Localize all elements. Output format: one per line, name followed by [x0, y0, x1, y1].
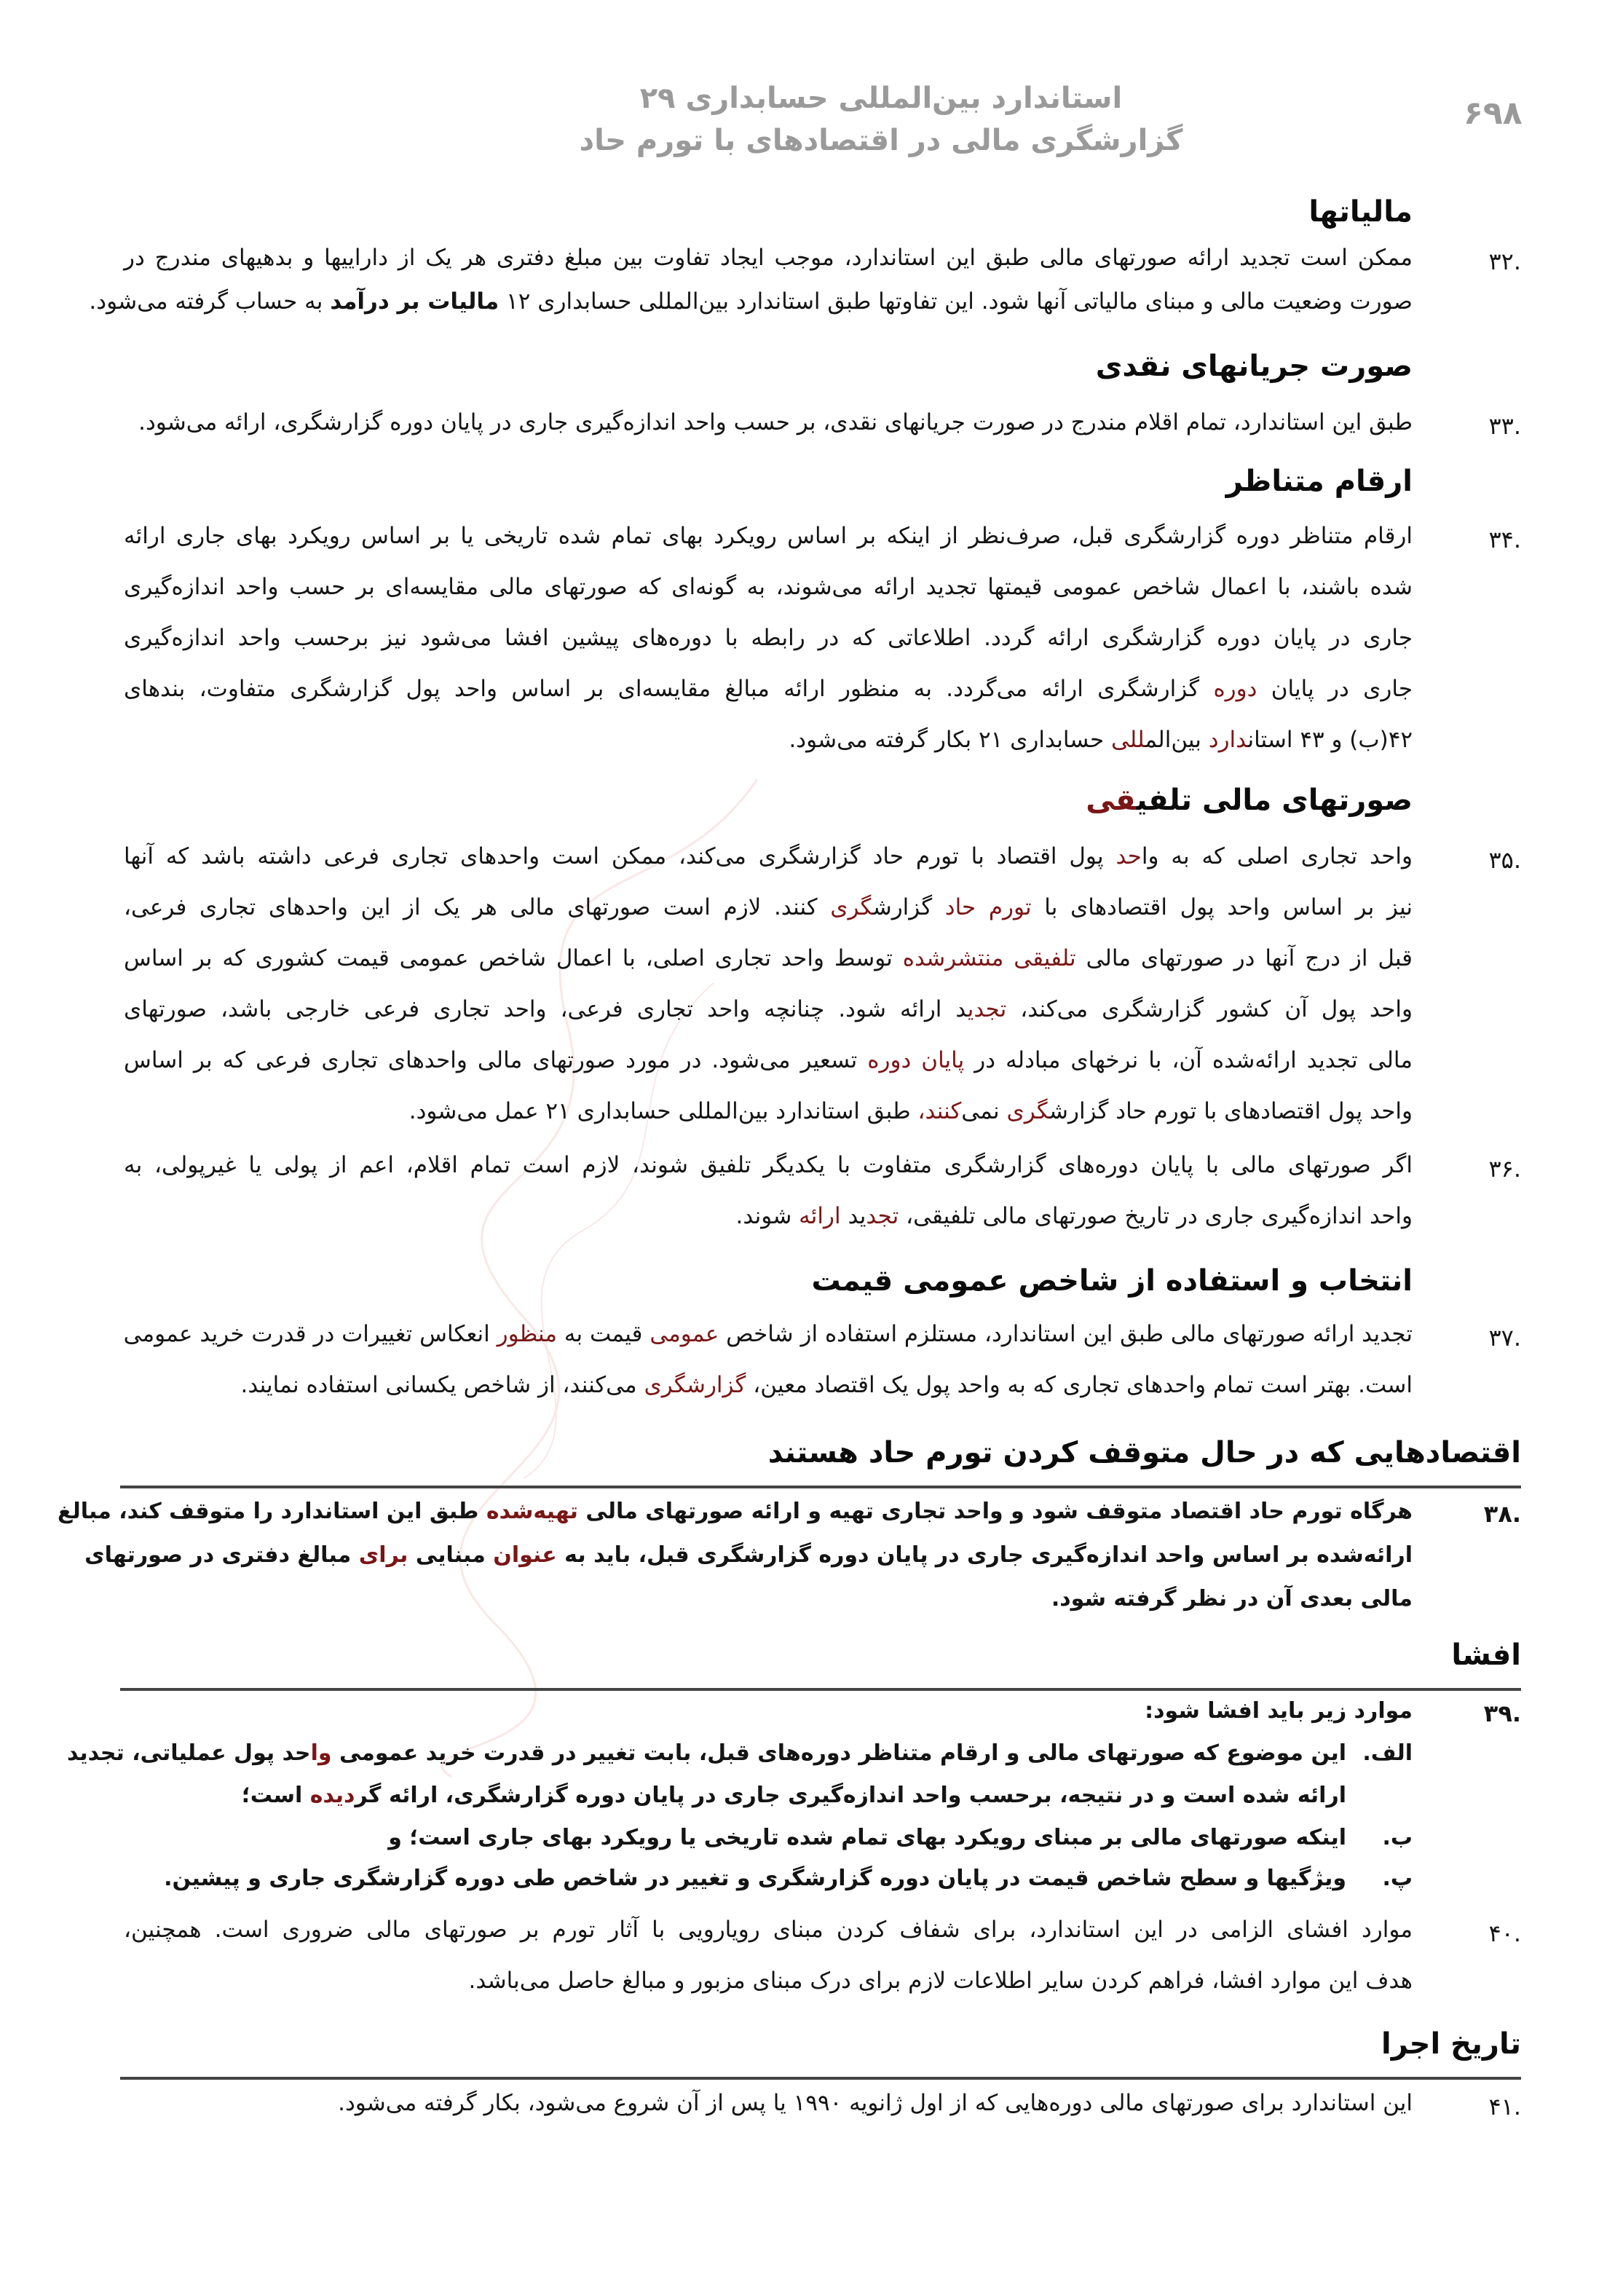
paragraph-line	[124, 894, 1413, 920]
text-segment: جاری در پایان	[1257, 676, 1413, 702]
page-number: ۶۹۸	[1464, 95, 1523, 132]
highlighted-text: تجدی	[967, 996, 1007, 1022]
section-heading-ceasing-hyperinflation: اقتصادهایی که در حال متوقف کردن تورم حاد هستند	[767, 1436, 1521, 1469]
text-segment: واحد پول آن کشور گزارشگری می‌کند،	[1006, 996, 1413, 1022]
list-item-line	[124, 1783, 1346, 1808]
heading-text: صورتهای مالی تلفی	[1136, 784, 1413, 817]
paragraph-line	[124, 1917, 1413, 1943]
paragraph-line	[124, 625, 1413, 651]
paragraph-number: ۳۳.	[1488, 412, 1521, 440]
section-heading-corresponding-figures: ارقام متناظر	[1225, 465, 1413, 498]
highlighted-text: دارد	[1208, 727, 1248, 753]
text-segment: شوند.	[735, 1203, 799, 1229]
text-segment: گزارش	[872, 894, 945, 920]
text-segment: قبل از درج آنها در صورتهای مالی	[1075, 945, 1413, 971]
text-segment: است. بهتر است تمام واحدهای تجاری که به واحد پول یک اقتصاد معین،	[746, 1372, 1413, 1398]
text-segment: ۴۲(ب) و ۴۳ استان	[1247, 727, 1413, 753]
highlighted-text: منظور	[497, 1321, 557, 1347]
text-segment: حد پول عملیاتی، تجدید	[66, 1740, 311, 1766]
section-rule	[120, 1486, 1521, 1488]
text-segment: گزارشگری ارائه می‌گردد. به منظور ارائه مبالغ مقایسه‌ای بر اساس واحد پول گزارشگری متفاوت، بندهای	[124, 676, 1214, 702]
text-segment: موارد افشای الزامی در این استاندارد، برای شفاف کردن مبنای رویارویی با آثار تورم بر صورتهای مالی ضروری است. همچنین،	[124, 1917, 1413, 1943]
paragraph-line	[124, 727, 1413, 753]
paragraph-line	[124, 1098, 1413, 1124]
highlighted-text: گری	[830, 894, 873, 920]
section-heading-taxes: مالیاتها	[1308, 195, 1413, 229]
highlighted-text: تلفیقی منتشرشده	[902, 945, 1076, 971]
text-segment: طبق این استاندارد را متوقف کند، مبالغ	[58, 1499, 486, 1524]
text-segment: کنند. لازم است صورتهای مالی هر یک از این واحدهای تجاری فرعی،	[124, 894, 831, 920]
text-segment: طبق استاندارد بین‌المللی حسابداری ۲۱ عمل می‌شود.	[408, 1098, 918, 1124]
paragraph-line	[124, 574, 1413, 600]
text-segment: ارائه شده است و در نتیجه، برحسب واحد اندازه‌گیری جاری در پایان دوره گزارشگری، ارائه گر	[355, 1783, 1346, 1808]
highlighted-text: وا	[310, 1740, 332, 1766]
paragraph-number: ۳۸.	[1483, 1500, 1521, 1528]
text-segment: ویژگیها و سطح شاخص قیمت در پایان دوره گزارشگری و تغییر در شاخص طی دوره گزارشگری جاری و پیشین.	[164, 1866, 1346, 1891]
running-header-title: استاندارد بین‌المللی حسابداری ۲۹	[639, 82, 1123, 115]
highlighted-text: للی	[1110, 727, 1145, 753]
paragraph-line	[124, 945, 1413, 971]
list-item-label: ب.	[1382, 1825, 1413, 1850]
text-segment: پول اقتصاد با تورم حاد گزارشگری می‌کند، ممکن است واحدهای تجاری فرعی داشته باشد که آنها	[124, 843, 1116, 869]
paragraph-line: موارد زیر باید افشا شود:	[1145, 1698, 1413, 1724]
paragraph-number: ۴۰.	[1488, 1920, 1521, 1947]
paragraph-line	[124, 676, 1413, 702]
paragraph-line	[124, 1968, 1413, 1994]
paragraph-number: ۳۶.	[1488, 1155, 1521, 1183]
paragraph-line	[58, 1499, 1413, 1524]
text-segment: واحد اندازه‌گیری جاری در تاریخ صورتهای مالی تلفیقی،	[899, 1203, 1413, 1229]
section-heading-consolidated	[1086, 784, 1413, 817]
paragraph-number: ۳۷.	[1488, 1324, 1521, 1352]
paragraph-line	[124, 1321, 1413, 1347]
highlighted-text: تورم حاد	[944, 894, 1032, 920]
paragraph-line	[124, 2090, 1413, 2116]
running-header-subtitle: گزارشگری مالی در اقتصادهای با تورم حاد	[579, 124, 1183, 157]
text-segment: حسابداری ۲۱ بکار گرفته می‌شود.	[789, 727, 1111, 753]
highlighted-text: گزارشگری	[644, 1372, 746, 1398]
text-segment: است؛	[241, 1783, 310, 1808]
text-segment: طبق این استاندارد، تمام اقلام مندرج در صورت جریانهای نقدی، بر حسب واحد اندازه‌گیری جاری در پایان دوره گزارشگری، ارائه می‌شود.	[138, 409, 1413, 435]
highlighted-text: عمومی	[649, 1321, 719, 1347]
text-segment: اگر صورتهای مالی با پایان دوره‌های گزارشگری متفاوت با یکدیگر تلفیق شوند، لازم است تمام اقلام، اعم از پولی یا غیرپولی، به	[124, 1152, 1413, 1178]
highlighted-text: کنند،	[917, 1098, 962, 1124]
highlighted-text: تهیه‌شده	[486, 1499, 578, 1524]
text-segment: ممکن است تجدید ارائه صورتهای مالی طبق این استاندارد، موجب ایجاد تفاوت بین مبلغ دفتری هر یک از داراییها و بدهیهای مندرج در	[124, 245, 1413, 271]
text-segment: می‌کنند، از شاخص یکسانی استفاده نمایند.	[240, 1372, 644, 1398]
paragraph-line	[89, 288, 1413, 315]
text-segment: قیمت به	[556, 1321, 650, 1347]
text-segment: نمی‌	[961, 1098, 1007, 1124]
section-heading-price-index: انتخاب و استفاده از شاخص عمومی قیمت	[811, 1264, 1413, 1298]
section-heading-effective-date: تاریخ اجرا	[1381, 2027, 1521, 2061]
text-segment: صورت وضعیت مالی و مبنای مالیاتی آنها شود. این تفاوتها طبق استاندارد بین‌المللی حسابداری ۱۲	[499, 288, 1413, 315]
highlighted-text: عنوان	[493, 1542, 557, 1568]
text-segment: تسعیر می‌شود. در مورد صورتهای مالی واحدهای تجاری فرعی که بر اساس	[124, 1047, 868, 1073]
text-segment: به حساب گرفته می‌شود.	[89, 288, 331, 315]
text-segment: ارقام متناظر دوره گزارشگری قبل، صرف‌نظر از اینکه بر اساس رویکرد بهای تمام شده تاریخی یا بر اساس رویکرد بهای جاری ارائه	[124, 523, 1413, 549]
highlighted-text: گری	[1006, 1098, 1049, 1124]
text-segment: نیز بر اساس واحد پول اقتصادهای با	[1031, 894, 1413, 920]
paragraph-line	[124, 1372, 1413, 1398]
list-item-label: الف.	[1362, 1740, 1413, 1766]
highlighted-text: برای	[358, 1542, 408, 1568]
text-segment: هرگاه تورم حاد اقتصاد متوقف شود و واحد تجاری تهیه و ارائه صورتهای مالی	[577, 1499, 1413, 1524]
text-segment: تجدید ارائه صورتهای مالی طبق این استاندارد، مستلزم استفاده از شاخص	[719, 1321, 1413, 1347]
text-segment: اینکه صورتهای مالی بر مبنای رویکرد بهای تمام شده تاریخی یا رویکرد بهای جاری است؛ و	[388, 1825, 1346, 1850]
paragraph-line	[124, 245, 1413, 271]
paragraph-line	[124, 1203, 1413, 1229]
text-segment: ید	[840, 1203, 866, 1229]
text-segment: شده باشند، با اعمال شاخص عمومی قیمتها تجدید ارائه می‌شوند، به گونه‌ای که صورتهای مالی مقایسه‌ای بر حسب واحد اندازه‌گیری	[124, 574, 1413, 600]
highlighted-text: حد	[1115, 843, 1142, 869]
highlighted-text: دوره	[1213, 676, 1257, 702]
paragraph-line	[124, 523, 1413, 549]
paragraph-line	[124, 996, 1413, 1022]
heading-text-highlight: قی	[1086, 784, 1137, 817]
section-rule	[120, 2077, 1521, 2080]
text-segment: مالی تجدید ارائه‌شده آن، با نرخهای مبادله در	[964, 1047, 1413, 1073]
text-segment: مبالغ دفتری در صورتهای	[84, 1542, 359, 1568]
highlighted-text: ارائه	[799, 1203, 841, 1229]
highlighted-text: پایان دوره	[867, 1047, 965, 1073]
text-segment: مبنایی	[408, 1542, 494, 1568]
highlighted-text: دیده	[309, 1783, 355, 1808]
list-item-label: پ.	[1382, 1866, 1413, 1891]
text-segment: بین‌الم	[1145, 727, 1209, 753]
paragraph-number: ۳۲.	[1488, 248, 1521, 275]
paragraph-line	[124, 1047, 1413, 1073]
list-item-line	[66, 1740, 1346, 1766]
paragraph-line	[124, 1152, 1413, 1178]
text-segment: واحد تجاری اصلی که به وا	[1141, 843, 1413, 869]
text-segment: جاری در پایان دوره گزارشگری ارائه گردد. اطلاعاتی که در رابطه با دوره‌های پیشین افشا می‌شود نیز برحسب واحد اندازه‌گیری	[124, 625, 1413, 651]
text-segment: واحد پول اقتصادهای با تورم حاد گزارش	[1049, 1098, 1413, 1124]
text-segment: توسط واحد تجاری اصلی، با اعمال شاخص عمومی قیمت کشوری که بر اساس	[124, 945, 903, 971]
section-heading-disclosures: افشا	[1451, 1638, 1521, 1672]
highlighted-text: تجد	[866, 1203, 899, 1229]
text-segment: مالی بعدی آن در نظر گرفته شود.	[1051, 1586, 1413, 1611]
list-item-line	[124, 1866, 1346, 1891]
paragraph-line	[84, 1542, 1413, 1568]
paragraph-number: ۳۴.	[1488, 526, 1521, 553]
section-rule	[120, 1688, 1521, 1691]
text-segment: د ارائه شود. چنانچه واحد تجاری فرعی، واحد تجاری فرعی خارجی باشد، صورتهای	[124, 996, 968, 1022]
text-segment: هدف این موارد افشا، فراهم کردن سایر اطلاعات لازم برای درک مبنای مزبور و مبالغ حاصل می‌باشد.	[468, 1968, 1413, 1994]
section-heading-cash-flow: صورت جریانهای نقدی	[1095, 350, 1413, 383]
text-segment: این استاندارد برای صورتهای مالی دوره‌هایی که از اول ژانویه ۱۹۹۰ یا پس از آن شروع می‌شود، بکار گرفته می‌شود.	[338, 2090, 1413, 2116]
text-segment: این موضوع که صورتهای مالی و ارقام متناظر دوره‌های قبل، بابت تغییر در قدرت خرید عمومی	[331, 1740, 1346, 1766]
text-segment: ارائه‌شده بر اساس واحد اندازه‌گیری جاری در پایان دوره گزارشگری قبل، باید به	[556, 1542, 1413, 1568]
paragraph-line	[124, 409, 1413, 435]
paragraph-line	[124, 843, 1413, 869]
paragraph-number: ۳۵.	[1488, 846, 1521, 874]
paragraph-number: ۳۹.	[1483, 1700, 1521, 1727]
paragraph-line	[124, 1586, 1413, 1611]
text-segment: مالیات بر درآمد	[330, 288, 499, 315]
text-segment: انعکاس تغییرات در قدرت خرید عمومی	[123, 1321, 497, 1347]
list-item-line	[124, 1825, 1346, 1850]
paragraph-number: ۴۱.	[1488, 2093, 1521, 2121]
